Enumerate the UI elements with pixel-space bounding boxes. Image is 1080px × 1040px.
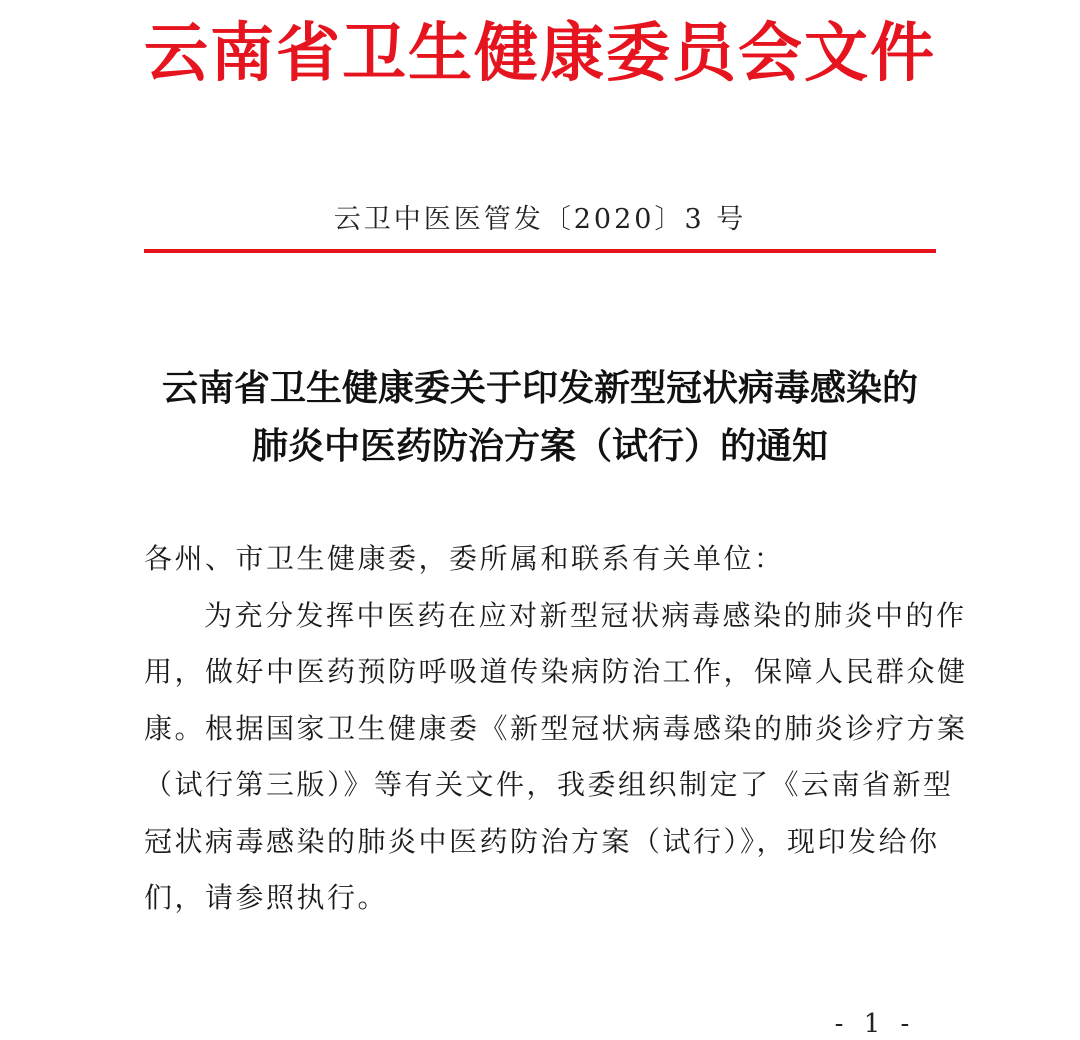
- paragraph-line: 为充分发挥中医药在应对新型冠状病毒感染的肺炎中的作: [204, 598, 967, 632]
- red-separator-line: [144, 249, 936, 253]
- paragraph-line: 康。根据国家卫生健康委《新型冠状病毒感染的肺炎诊疗方案: [144, 711, 968, 745]
- document-body: [144, 531, 968, 927]
- notice-title-line: 肺炎中医药防治方案（试行）的通知: [251, 426, 828, 467]
- salutation: 各州、市卫生健康委，委所属和联系有关单位：: [144, 542, 785, 575]
- paragraph-line: 们，请参照执行。: [144, 881, 389, 914]
- paragraph-line: 用，做好中医药预防呼吸道传染病防治工作，保障人民群众健: [144, 655, 968, 688]
- notice-title-line: 云南省卫生健康委关于印发新型冠状病毒感染的: [161, 368, 918, 409]
- issuer-red-header: 云南省卫生健康委员会文件: [144, 17, 936, 91]
- notice-title: [0, 360, 1080, 476]
- page-number: - 1 -: [834, 1009, 916, 1039]
- paragraph-line: 冠状病毒感染的肺炎中医药防治方案（试行）》，现印发给你: [144, 824, 940, 858]
- document-number: 云卫中医医管发〔2020〕3 号: [333, 204, 747, 235]
- paragraph-line: （试行第三版）》等有关文件，我委组织制定了《云南省新型: [144, 768, 954, 801]
